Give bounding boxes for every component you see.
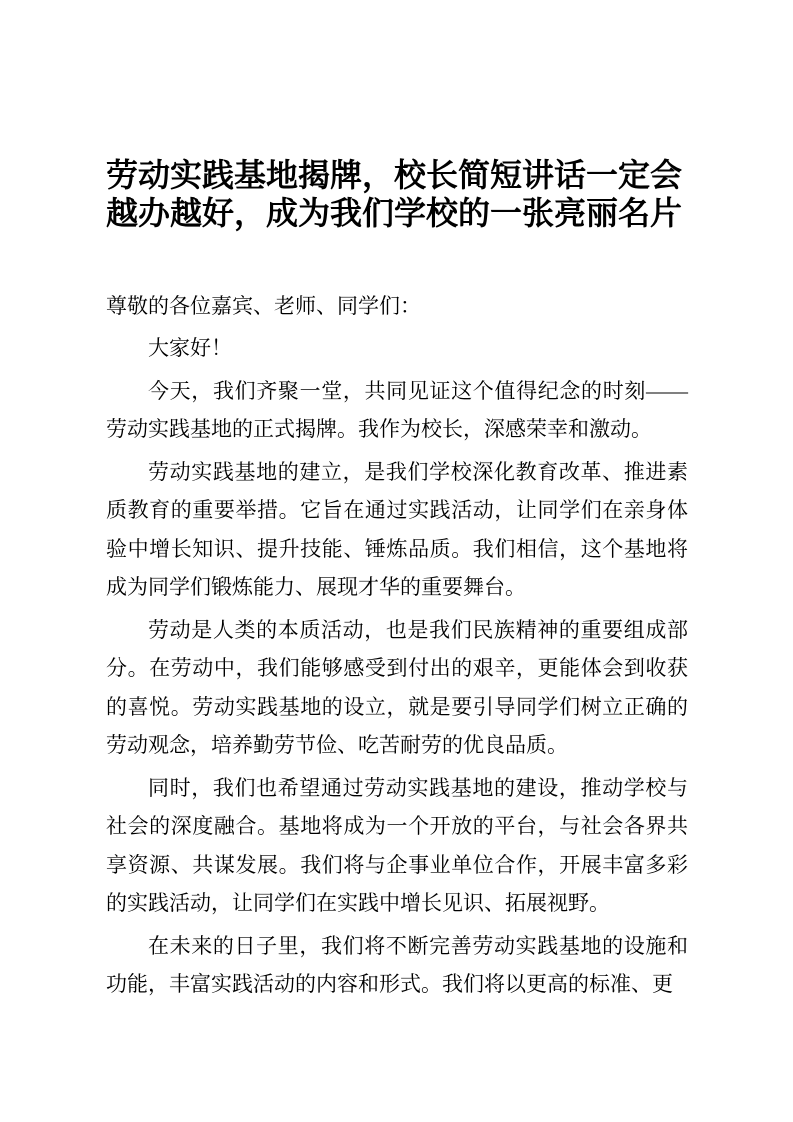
document-title: 劳动实践基地揭牌，校长简短讲话一定会越办越好，成为我们学校的一张亮丽名片 [106,157,683,232]
paragraph-greeting: 大家好！ [148,336,232,361]
paragraph-school-society: 同时，我们也希望通过劳动实践基地的建设，推动学校与社会的深度融合。基地将成为一个开放的平台，与社会各界共享资源、共谋发展。我们将与企事业单位合作，开展丰富多彩的实践活动，让同学们在实践中增长见识、拓展视野。 [106,775,688,916]
paragraph-base-significance: 劳动实践基地的建立，是我们学校深化教育改革、推进素质教育的重要举措。它旨在通过实践活动，让同学们在亲身体验中增长知识、提升技能、锤炼品质。我们相信，这个基地将成为同学们锻炼能力、展现才华的重要舞台。 [106,459,688,600]
document-body [106,287,688,1004]
paragraph-labor-values: 劳动是人类的本质活动，也是我们民族精神的重要组成部分。在劳动中，我们能够感受到付出的艰辛，更能体会到收获的喜悦。劳动实践基地的设立，就是要引导同学们树立正确的劳动观念，培养勤劳节俭、吃苦耐劳的优良品质。 [106,617,688,758]
paragraph-salutation: 尊敬的各位嘉宾、老师、同学们： [106,293,421,318]
paragraph-future-plans: 在未来的日子里，我们将不断完善劳动实践基地的设施和功能，丰富实践活动的内容和形式。我们将以更高的标准、更 [106,933,688,997]
paragraph-opening: 今天，我们齐聚一堂，共同见证这个值得纪念的时刻——劳动实践基地的正式揭牌。我作为校长，深感荣幸和激动。 [106,378,688,442]
